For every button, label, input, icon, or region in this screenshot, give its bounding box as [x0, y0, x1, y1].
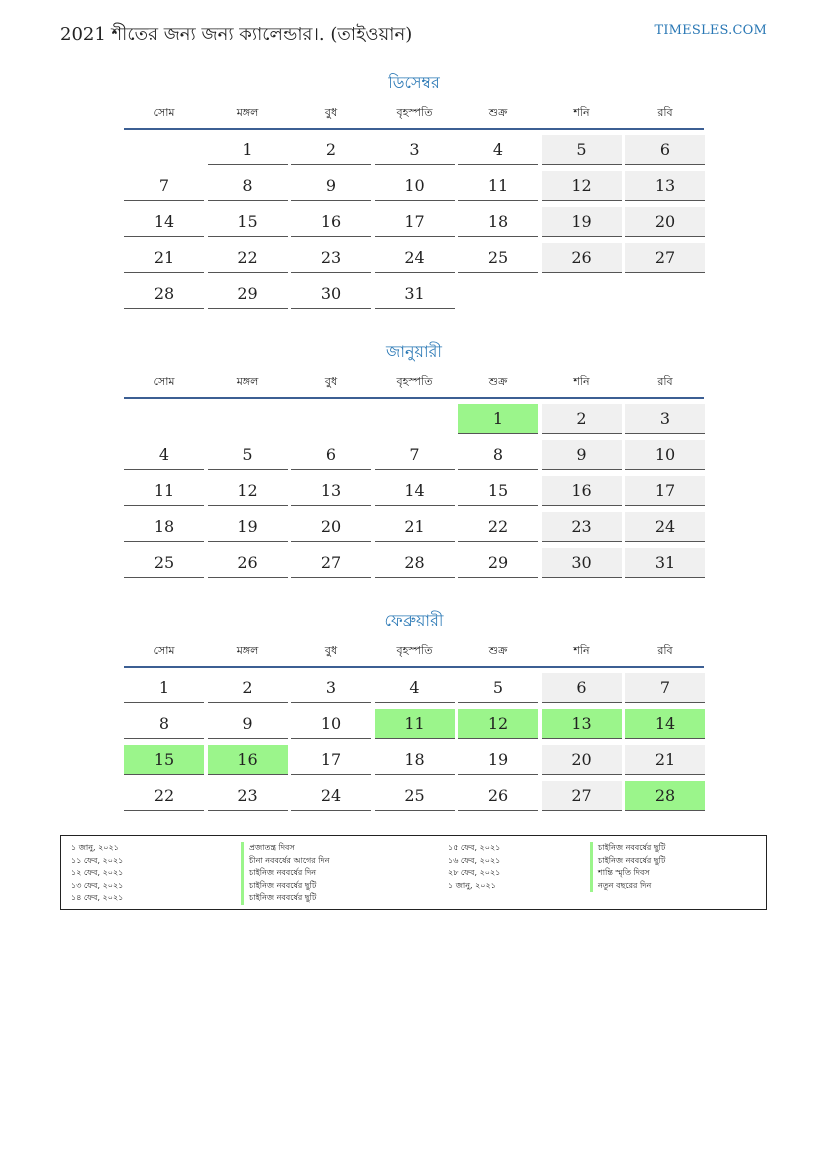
day-cell[interactable]: 6: [291, 440, 371, 470]
weekday-label: বৃহস্পতি: [396, 106, 433, 119]
legend-right-names: [590, 842, 665, 892]
day-cell[interactable]: 10: [291, 709, 371, 739]
empty-day-cell: [625, 279, 705, 309]
week-row: [124, 507, 704, 543]
day-cell[interactable]: 13: [291, 476, 371, 506]
day-cell[interactable]: 8: [458, 440, 538, 470]
holiday-day-cell[interactable]: 14: [625, 709, 705, 739]
day-cell[interactable]: 26: [208, 548, 288, 578]
day-cell[interactable]: 5: [542, 135, 622, 165]
day-cell[interactable]: 21: [625, 745, 705, 775]
day-cell[interactable]: 14: [375, 476, 455, 506]
holiday-day-cell[interactable]: 1: [458, 404, 538, 434]
month-name: ডিসেম্বর: [388, 73, 440, 92]
day-cell[interactable]: 30: [291, 279, 371, 309]
legend-holiday-name: চাইনিজ নববর্ষের ছুটি: [590, 855, 665, 868]
week-row: [124, 202, 704, 238]
day-cell[interactable]: 12: [208, 476, 288, 506]
weekday-label: বুধ: [324, 375, 338, 388]
weekday-label: বৃহস্পতি: [396, 644, 433, 657]
weekday-label: সোম: [153, 644, 175, 657]
day-cell[interactable]: 2: [291, 135, 371, 165]
weekday-label: মঙ্গল: [236, 375, 259, 388]
day-cell[interactable]: 15: [458, 476, 538, 506]
day-cell[interactable]: 12: [542, 171, 622, 201]
day-cell[interactable]: 16: [542, 476, 622, 506]
legend-holiday-name: চীনা নববর্ষের আগের দিন: [241, 855, 330, 868]
day-cell[interactable]: 11: [124, 476, 204, 506]
day-cell[interactable]: 27: [625, 243, 705, 273]
legend-date: ১ জানু, ২০২১: [71, 843, 119, 852]
legend-left-dates: [71, 842, 123, 905]
day-cell[interactable]: 3: [625, 404, 705, 434]
day-cell[interactable]: 27: [542, 781, 622, 811]
weekday-label: রবি: [657, 644, 673, 657]
day-cell[interactable]: 11: [458, 171, 538, 201]
day-cell[interactable]: 28: [124, 279, 204, 309]
day-cell[interactable]: 21: [124, 243, 204, 273]
week-row: [124, 543, 704, 579]
empty-day-cell: [124, 135, 204, 165]
day-cell[interactable]: 20: [542, 745, 622, 775]
weekday-label: রবি: [657, 375, 673, 388]
day-cell[interactable]: 24: [375, 243, 455, 273]
holiday-day-cell[interactable]: 11: [375, 709, 455, 739]
legend-date: ১৪ ফেব, ২০২১: [71, 893, 124, 902]
holiday-day-cell[interactable]: 15: [124, 745, 204, 775]
day-cell[interactable]: 22: [458, 512, 538, 542]
day-cell[interactable]: 20: [291, 512, 371, 542]
legend-right-dates: [448, 842, 500, 892]
holiday-day-cell[interactable]: 13: [542, 709, 622, 739]
day-cell[interactable]: 25: [458, 243, 538, 273]
empty-day-cell: [542, 279, 622, 309]
day-cell[interactable]: 18: [375, 745, 455, 775]
weekday-label: মঙ্গল: [236, 106, 259, 119]
legend-left-names: [241, 842, 330, 905]
week-row: [124, 435, 704, 471]
day-cell[interactable]: 29: [208, 279, 288, 309]
day-cell[interactable]: 28: [375, 548, 455, 578]
week-row: [124, 130, 704, 166]
day-cell[interactable]: 16: [291, 207, 371, 237]
weekday-label: শনি: [573, 106, 590, 119]
week-row: [124, 668, 704, 704]
day-cell[interactable]: 31: [375, 279, 455, 309]
day-cell[interactable]: 26: [542, 243, 622, 273]
day-cell[interactable]: 30: [542, 548, 622, 578]
day-cell[interactable]: 4: [375, 673, 455, 703]
day-cell[interactable]: 4: [124, 440, 204, 470]
day-cell[interactable]: 25: [375, 781, 455, 811]
month-block: [124, 68, 704, 310]
day-cell[interactable]: 17: [375, 207, 455, 237]
legend-holiday-name: চাইনিজ নববর্ষের ছুটি: [241, 880, 330, 893]
day-cell[interactable]: 2: [542, 404, 622, 434]
month-block: [124, 606, 704, 812]
day-cell[interactable]: 3: [375, 135, 455, 165]
site-link[interactable]: TIMESLES.COM: [654, 23, 767, 38]
weekday-label: মঙ্গল: [236, 644, 259, 657]
legend-date: ১৫ ফেব, ২০২১: [448, 843, 501, 852]
day-cell[interactable]: 3: [291, 673, 371, 703]
day-cell[interactable]: 17: [291, 745, 371, 775]
day-cell[interactable]: 23: [542, 512, 622, 542]
day-cell[interactable]: 19: [208, 512, 288, 542]
day-cell[interactable]: 24: [625, 512, 705, 542]
day-cell[interactable]: 14: [124, 207, 204, 237]
day-cell[interactable]: 15: [208, 207, 288, 237]
legend-holiday-name: প্রজাতন্ত্র দিবস: [241, 842, 330, 855]
day-cell[interactable]: 1: [208, 135, 288, 165]
weekday-header: [124, 373, 704, 399]
empty-day-cell: [375, 404, 455, 434]
holiday-day-cell[interactable]: 16: [208, 745, 288, 775]
legend-holiday-name: চাইনিজ নববর্ষের ছুটি: [241, 892, 330, 905]
day-cell[interactable]: 26: [458, 781, 538, 811]
day-cell[interactable]: 8: [208, 171, 288, 201]
week-row: [124, 238, 704, 274]
weekday-label: শনি: [573, 375, 590, 388]
day-cell[interactable]: 9: [291, 171, 371, 201]
weekday-header: [124, 642, 704, 668]
day-cell[interactable]: 8: [124, 709, 204, 739]
weekday-label: শুক্র: [488, 375, 508, 388]
legend-date: ১১ ফেব, ২০২১: [71, 855, 124, 865]
month-name: ফেব্রুয়ারী: [384, 611, 444, 630]
week-row: [124, 274, 704, 310]
week-row: [124, 740, 704, 776]
day-cell[interactable]: 7: [124, 171, 204, 201]
weekday-label: শনি: [573, 644, 590, 657]
legend-date: ১৬ ফেব, ২০২১: [448, 855, 501, 865]
weekday-label: সোম: [153, 106, 175, 119]
day-cell[interactable]: 21: [375, 512, 455, 542]
day-cell[interactable]: 18: [458, 207, 538, 237]
empty-day-cell: [291, 404, 371, 434]
day-cell[interactable]: 17: [625, 476, 705, 506]
day-cell[interactable]: 31: [625, 548, 705, 578]
day-cell[interactable]: 19: [542, 207, 622, 237]
legend-holiday-name: নতুন বছরের দিন: [590, 880, 665, 893]
month-block: [124, 337, 704, 579]
legend-date: ১২ ফেব, ২০২১: [71, 868, 124, 877]
weekday-label: রবি: [657, 106, 673, 119]
month-name: জানুয়ারী: [386, 342, 442, 361]
day-cell[interactable]: 27: [291, 548, 371, 578]
day-cell[interactable]: 9: [208, 709, 288, 739]
day-cell[interactable]: 20: [625, 207, 705, 237]
day-cell[interactable]: 4: [458, 135, 538, 165]
day-cell[interactable]: 5: [208, 440, 288, 470]
weekday-label: বুধ: [324, 106, 338, 119]
weekday-label: বুধ: [324, 644, 338, 657]
empty-day-cell: [124, 404, 204, 434]
week-row: [124, 704, 704, 740]
day-cell[interactable]: 25: [124, 548, 204, 578]
holiday-legend: [60, 835, 767, 910]
day-cell[interactable]: 6: [625, 135, 705, 165]
day-cell[interactable]: 6: [542, 673, 622, 703]
weekday-label: সোম: [153, 375, 175, 388]
week-row: [124, 471, 704, 507]
week-row: [124, 166, 704, 202]
day-cell[interactable]: 10: [625, 440, 705, 470]
weekday-label: শুক্র: [488, 644, 508, 657]
day-cell[interactable]: 19: [458, 745, 538, 775]
day-cell[interactable]: 23: [291, 243, 371, 273]
day-cell[interactable]: 5: [458, 673, 538, 703]
day-cell[interactable]: 10: [375, 171, 455, 201]
day-cell[interactable]: 22: [124, 781, 204, 811]
weekday-header: [124, 104, 704, 130]
day-cell[interactable]: 9: [542, 440, 622, 470]
day-cell[interactable]: 24: [291, 781, 371, 811]
day-cell[interactable]: 7: [375, 440, 455, 470]
weekday-label: বৃহস্পতি: [396, 375, 433, 388]
day-cell[interactable]: 22: [208, 243, 288, 273]
day-cell[interactable]: 29: [458, 548, 538, 578]
holiday-day-cell[interactable]: 28: [625, 781, 705, 811]
holiday-day-cell[interactable]: 12: [458, 709, 538, 739]
day-cell[interactable]: 23: [208, 781, 288, 811]
legend-holiday-name: শান্তি স্মৃতি দিবস: [590, 867, 665, 880]
legend-date: ২৮ ফেব, ২০২১: [448, 868, 501, 877]
legend-date: ১৩ ফেব, ২০২১: [71, 880, 124, 890]
week-row: [124, 399, 704, 435]
day-cell[interactable]: 1: [124, 673, 204, 703]
legend-date: ১ জানু, ২০২১: [448, 880, 496, 890]
legend-holiday-name: চাইনিজ নববর্ষের ছুটি: [590, 842, 665, 855]
empty-day-cell: [458, 279, 538, 309]
day-cell[interactable]: 13: [625, 171, 705, 201]
weekday-label: শুক্র: [488, 106, 508, 119]
day-cell[interactable]: 7: [625, 673, 705, 703]
empty-day-cell: [208, 404, 288, 434]
week-row: [124, 776, 704, 812]
day-cell[interactable]: 18: [124, 512, 204, 542]
page-title: 2021 শীতের জন্য জন্য ক্যালেন্ডার।. (তাইওয়ান): [60, 24, 413, 45]
day-cell[interactable]: 2: [208, 673, 288, 703]
legend-holiday-name: চাইনিজ নববর্ষের দিন: [241, 867, 330, 880]
